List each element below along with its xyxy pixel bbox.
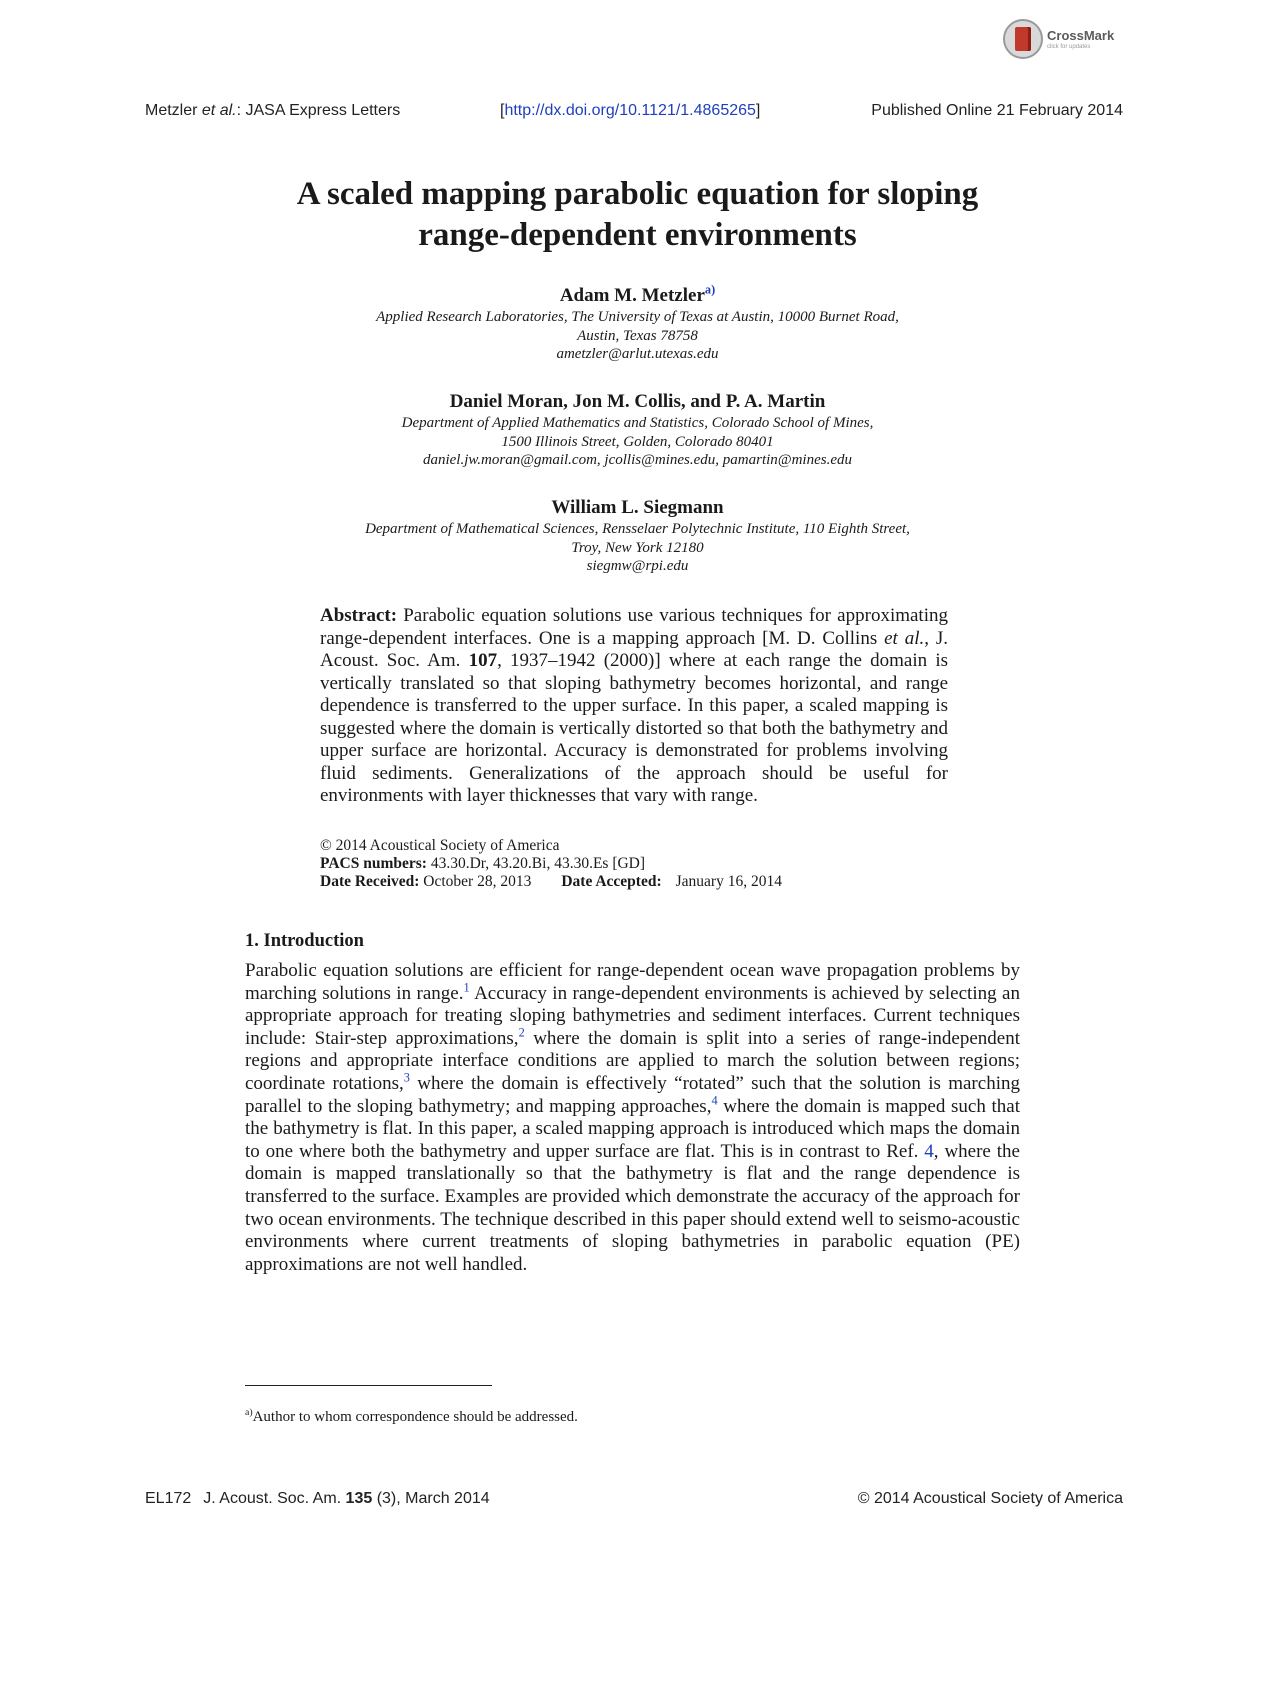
abstract-metadata [320, 837, 960, 891]
intro-paragraph: Parabolic equation solutions are efficient for range-dependent ocean wave propagation problems by marching solutions in range.$^1$ Accuracy in range-dependent environments is achieved by selecting an appropriate approach for treating sloping bathymetries and sediment interfaces. Current techniques include: Stair-step approximations,$^2$ where the domain is split into a series of range-independent regions and appropriate interface conditions are applied to march the solution between regions; coordinate rotations,$^3$ where the domain is effectively “rotated” such that the solution is marching parallel to the sloping bathymetry; and mapping approaches,$^4$ where the domain is mapped such that the bathymetry is flat. In this paper, a scaled mapping approach is introduced which maps the domain to one where both the bathymetry and upper surface are flat. This is in contrast to Ref. 4, where the domain is mapped translationally so that the bathymetry is flat and the range dependence is transferred to the surface. Examples are provided which demonstrate the accuracy of the approach for two ocean environments. The technique described in this paper should extend well to seismo-acoustic environments where current treatments of sloping bathymetries in parabolic equation (PE) approximations are not well handled. [245, 960, 1021, 1275]
dates-line: Date Received: October 28, 2013 Date Accepted: January 16, 2014 [320, 873, 782, 890]
section-heading: 1. Introduction [245, 931, 364, 951]
author-affiliation: 1500 Illinois Street, Golden, Colorado 80401 [501, 433, 774, 450]
author-name: Adam M. Metzler$^{a)}$ [559, 282, 716, 306]
author-email: siegmw@rpi.edu [586, 558, 689, 574]
author-affiliation: Applied Research Laboratories, The University of Texas at Austin, 10000 Burnet Road, [376, 309, 899, 325]
author-email: ametzler@arlut.utexas.edu [556, 346, 719, 362]
crossmark-subtitle: click for updates [1047, 43, 1091, 50]
running-header-left: Metzler et al.: JASA Express Letters [145, 102, 401, 119]
author-affiliation: Troy, New York 12180 [571, 539, 704, 556]
author-block-moran-collis-martin [300, 390, 975, 470]
footnote-rule [245, 1385, 492, 1386]
paper-title: A scaled mapping parabolic equation for sloping range-dependent environments [296, 176, 979, 253]
running-footer-left: EL172 J. Acoust. Soc. Am. 135 (3), March 2014 [145, 1490, 490, 1507]
footnote-marker-link[interactable]: a) [704, 282, 716, 297]
author-email: daniel.jw.moran@gmail.com, jcollis@mines.edu, pamartin@mines.edu [422, 452, 852, 468]
author-block-metzler [300, 284, 975, 364]
author-name: Daniel Moran, Jon M. Collis, and P. A. Martin [449, 391, 826, 412]
copyright-line: © 2014 Acoustical Society of America [320, 837, 560, 854]
abstract: Abstract: Parabolic equation solutions use various techniques for approximating range-dependent interfaces. One is a mapping approach [M. D. Collins et al., J. Acoust. Soc. Am. 107, 1937–1942 (2000)] where at each range the domain is vertically translated so that sloping bathymetry becomes horizontal, and range dependence is transferred to the upper surface. In this paper, a scaled mapping is suggested where the domain is vertically distorted so that both the bathymetry and upper surface are horizontal. Accuracy is demonstrated for problems involving fluid sediments. Generalizations of the approach should be useful for environments with layer thicknesses that vary with range. [320, 605, 948, 806]
crossmark-title: CrossMark [1047, 27, 1115, 43]
author-affiliation: Department of Applied Mathematics and Statistics, Colorado School of Mines, [401, 415, 874, 431]
author-name: William L. Siegmann [551, 497, 724, 518]
doi-link[interactable]: http://dx.doi.org/10.1121/1.4865265 [504, 102, 756, 119]
reference-link[interactable]: 2 [518, 1025, 525, 1040]
reference-link[interactable]: 1 [463, 980, 470, 995]
crossmark-icon [1003, 19, 1043, 59]
page-number: EL172 [145, 1490, 192, 1507]
author-block-siegmann [300, 496, 975, 576]
pacs-line: PACS numbers: 43.30.Dr, 43.20.Bi, 43.30.Es [GD] [320, 855, 646, 872]
abstract-label: Abstract: [320, 605, 398, 626]
author-affiliation: Department of Mathematical Sciences, Rensselaer Polytechnic Institute, 110 Eighth Street, [365, 521, 910, 537]
author-affiliation: Austin, Texas 78758 [577, 327, 698, 344]
reference-link[interactable]: 4 [711, 1093, 718, 1108]
running-header-right: Published Online 21 February 2014 [871, 102, 1123, 119]
footnote: $^{a)}$Author to whom correspondence should be addressed. [245, 1407, 578, 1425]
crossmark-badge[interactable] [1003, 16, 1115, 62]
reference-link[interactable]: 3 [403, 1070, 410, 1085]
running-footer-right: © 2014 Acoustical Society of America [857, 1490, 1123, 1507]
running-header-doi: [http://dx.doi.org/10.1121/1.4865265] [500, 102, 761, 119]
reference-link[interactable]: 4 [924, 1140, 934, 1162]
